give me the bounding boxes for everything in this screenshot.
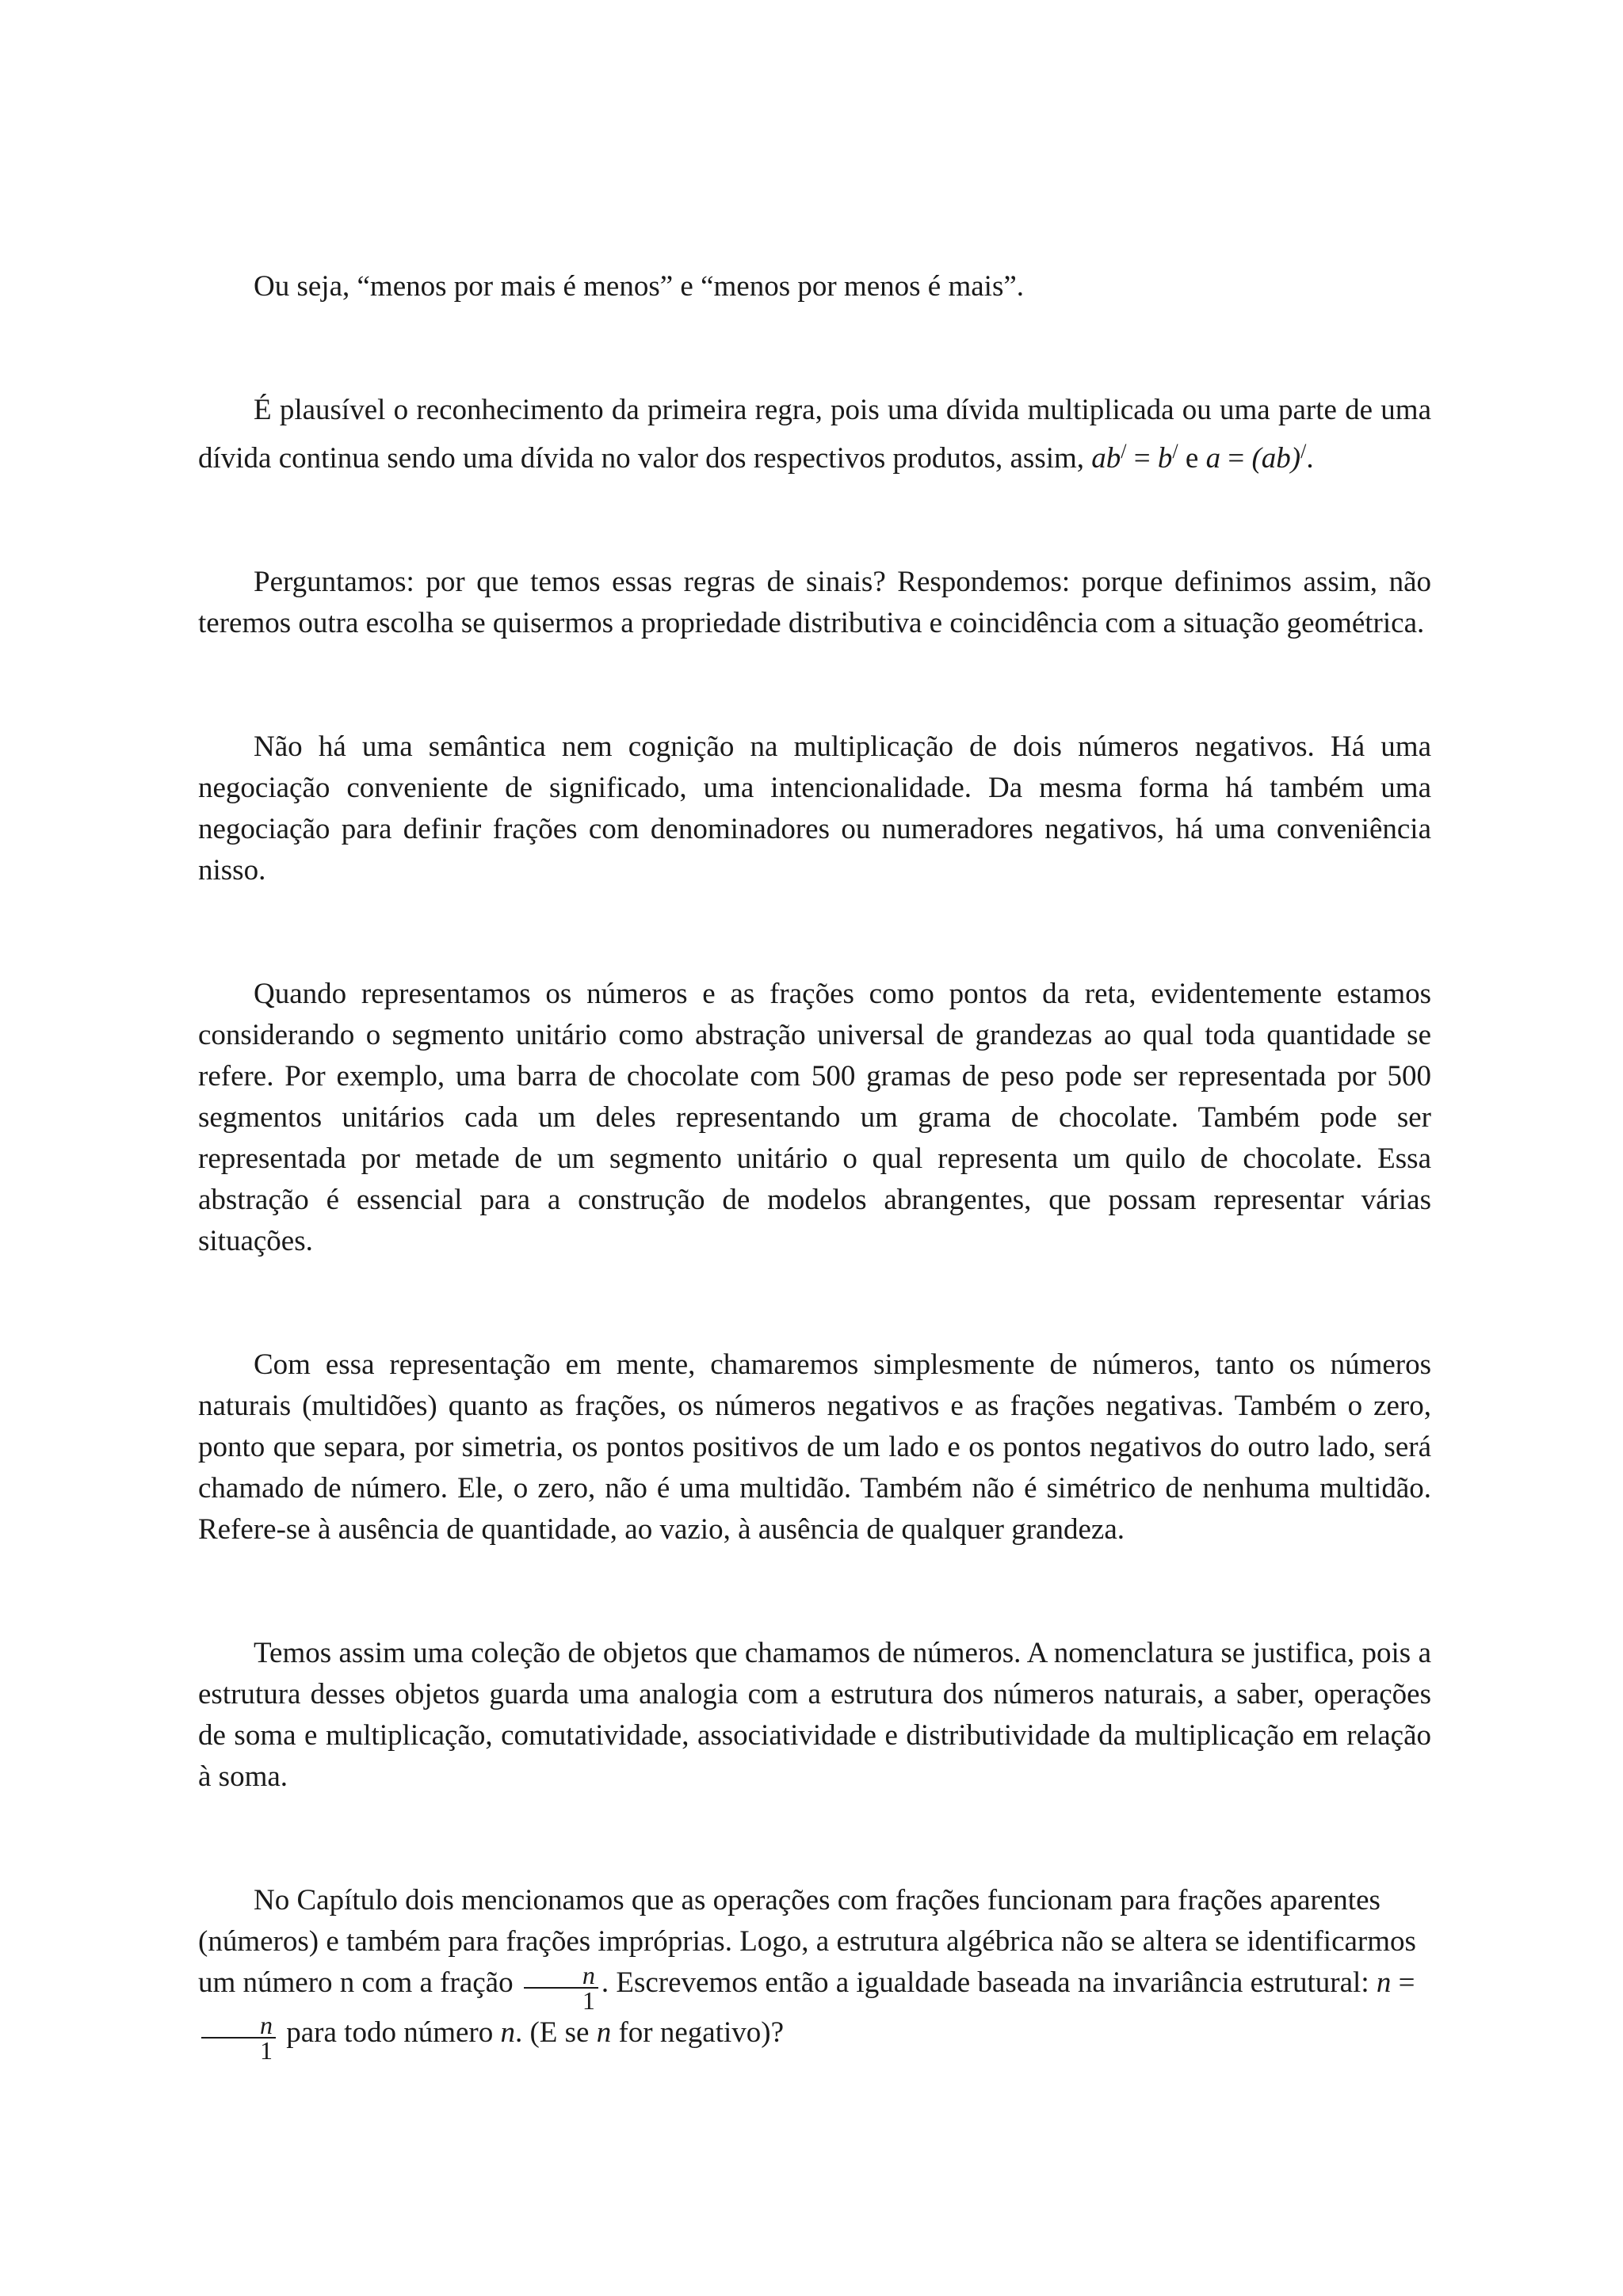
paragraph-5: Quando representamos os números e as frações como pontos da reta, evidentemente estamos considerando o segmento unitário como abstração universal de grandezas ao qual toda quantidade se refere. Por exemplo, uma barra de chocolate com 500 gramas de peso pode ser representada por 500 segmentos unitários cada um deles representando um grama de chocolate. Também pode ser representada por metade de um segmento unitário o qual representa um quilo de chocolate. Essa abstração é essencial para a construção de modelos abrangentes, que possam representar várias situações.: [198, 978, 1431, 1257]
paragraph-8-text-5: for negativo)?: [618, 2016, 785, 2049]
equation-n-var: n: [1376, 1966, 1392, 1999]
document-page: [198, 266, 1431, 2065]
fraction-n-over-1-eq: $\frac{n}{1}$: [201, 2013, 276, 2062]
paragraph-8: [198, 1880, 1431, 2065]
paragraph-8-text-3: para todo número: [286, 2016, 494, 2049]
paragraph-2-text: É plausível o reconhecimento da primeira regra, pois uma dívida multiplicada ou uma parte de uma dívida continua sendo uma dívida no valor dos respectivos produtos, assim,: [198, 394, 1431, 475]
paragraph-2: É plausível o reconhecimento da primeira regra, pois uma dívida multiplicada ou uma parte de uma dívida continua sendo uma dívida no valor dos respectivos produtos, assim, ab/ = b/ e a = (ab)/.: [198, 394, 1431, 475]
equation-a-ab-prime: a = (ab)/: [1205, 440, 1307, 475]
paragraph-7: Temos assim uma coleção de objetos que chamamos de números. A nomenclatura se justifica, pois a estrutura desses objetos guarda uma analogia com a estrutura dos números naturais, a saber, operações de soma e multiplicação, comutatividade, associatividade e distributividade da multiplicação em relação à soma.: [198, 1637, 1431, 1793]
paragraph-4: Não há uma semântica nem cognição na multiplicação de dois números negativos. Há uma negociação conveniente de significado, uma intencionalidade. Da mesma forma há também uma negociação para definir frações com denominadores ou numeradores negativos, há uma conveniência nisso.: [198, 730, 1431, 887]
fraction-n-over-1: $\frac{n}{1}$: [524, 1963, 598, 2012]
equation-ab-prime: ab/ = b/: [1091, 440, 1178, 475]
paragraph-8-text-2: . Escrevemos então a igualdade baseada na invariância estrutural:: [601, 1966, 1369, 1999]
paragraph-6: Com essa representação em mente, chamaremos simplesmente de números, tanto os números naturais (multidões) quanto as frações, os números negativos e as frações negativas. Também o zero, ponto que separa, por simetria, os pontos positivos de um lado e os pontos negativos do outro lado, será chamado de número. Ele, o zero, não é uma multidão. Também não é simétrico de nenhuma multidão. Refere-se à ausência de quantidade, ao vazio, à ausência de qualquer grandeza.: [198, 1348, 1431, 1546]
variable-n-2: n: [596, 2016, 612, 2049]
paragraph-3: Perguntamos: por que temos essas regras de sinais? Respondemos: porque definimos assim, não teremos outra escolha se quisermos a propriedade distributiva e coincidência com a situação geométrica.: [198, 566, 1431, 639]
paragraph-1: Ou seja, “menos por mais é menos” e “menos por menos é mais”.: [254, 270, 1025, 303]
paragraph-8-text-4: . (E se: [514, 2016, 590, 2049]
equals-sign: =: [1398, 1966, 1415, 1999]
variable-n: n: [500, 2016, 515, 2049]
paragraph-8-text-1: No Capítulo dois mencionamos que as operações com frações funcionam para frações aparentes (números) e também para frações impróprias. Logo, a estrutura algébrica não se altera se identificarmos um número n com a fração: [198, 1884, 1416, 1999]
conjunction-e: e: [1185, 442, 1199, 475]
